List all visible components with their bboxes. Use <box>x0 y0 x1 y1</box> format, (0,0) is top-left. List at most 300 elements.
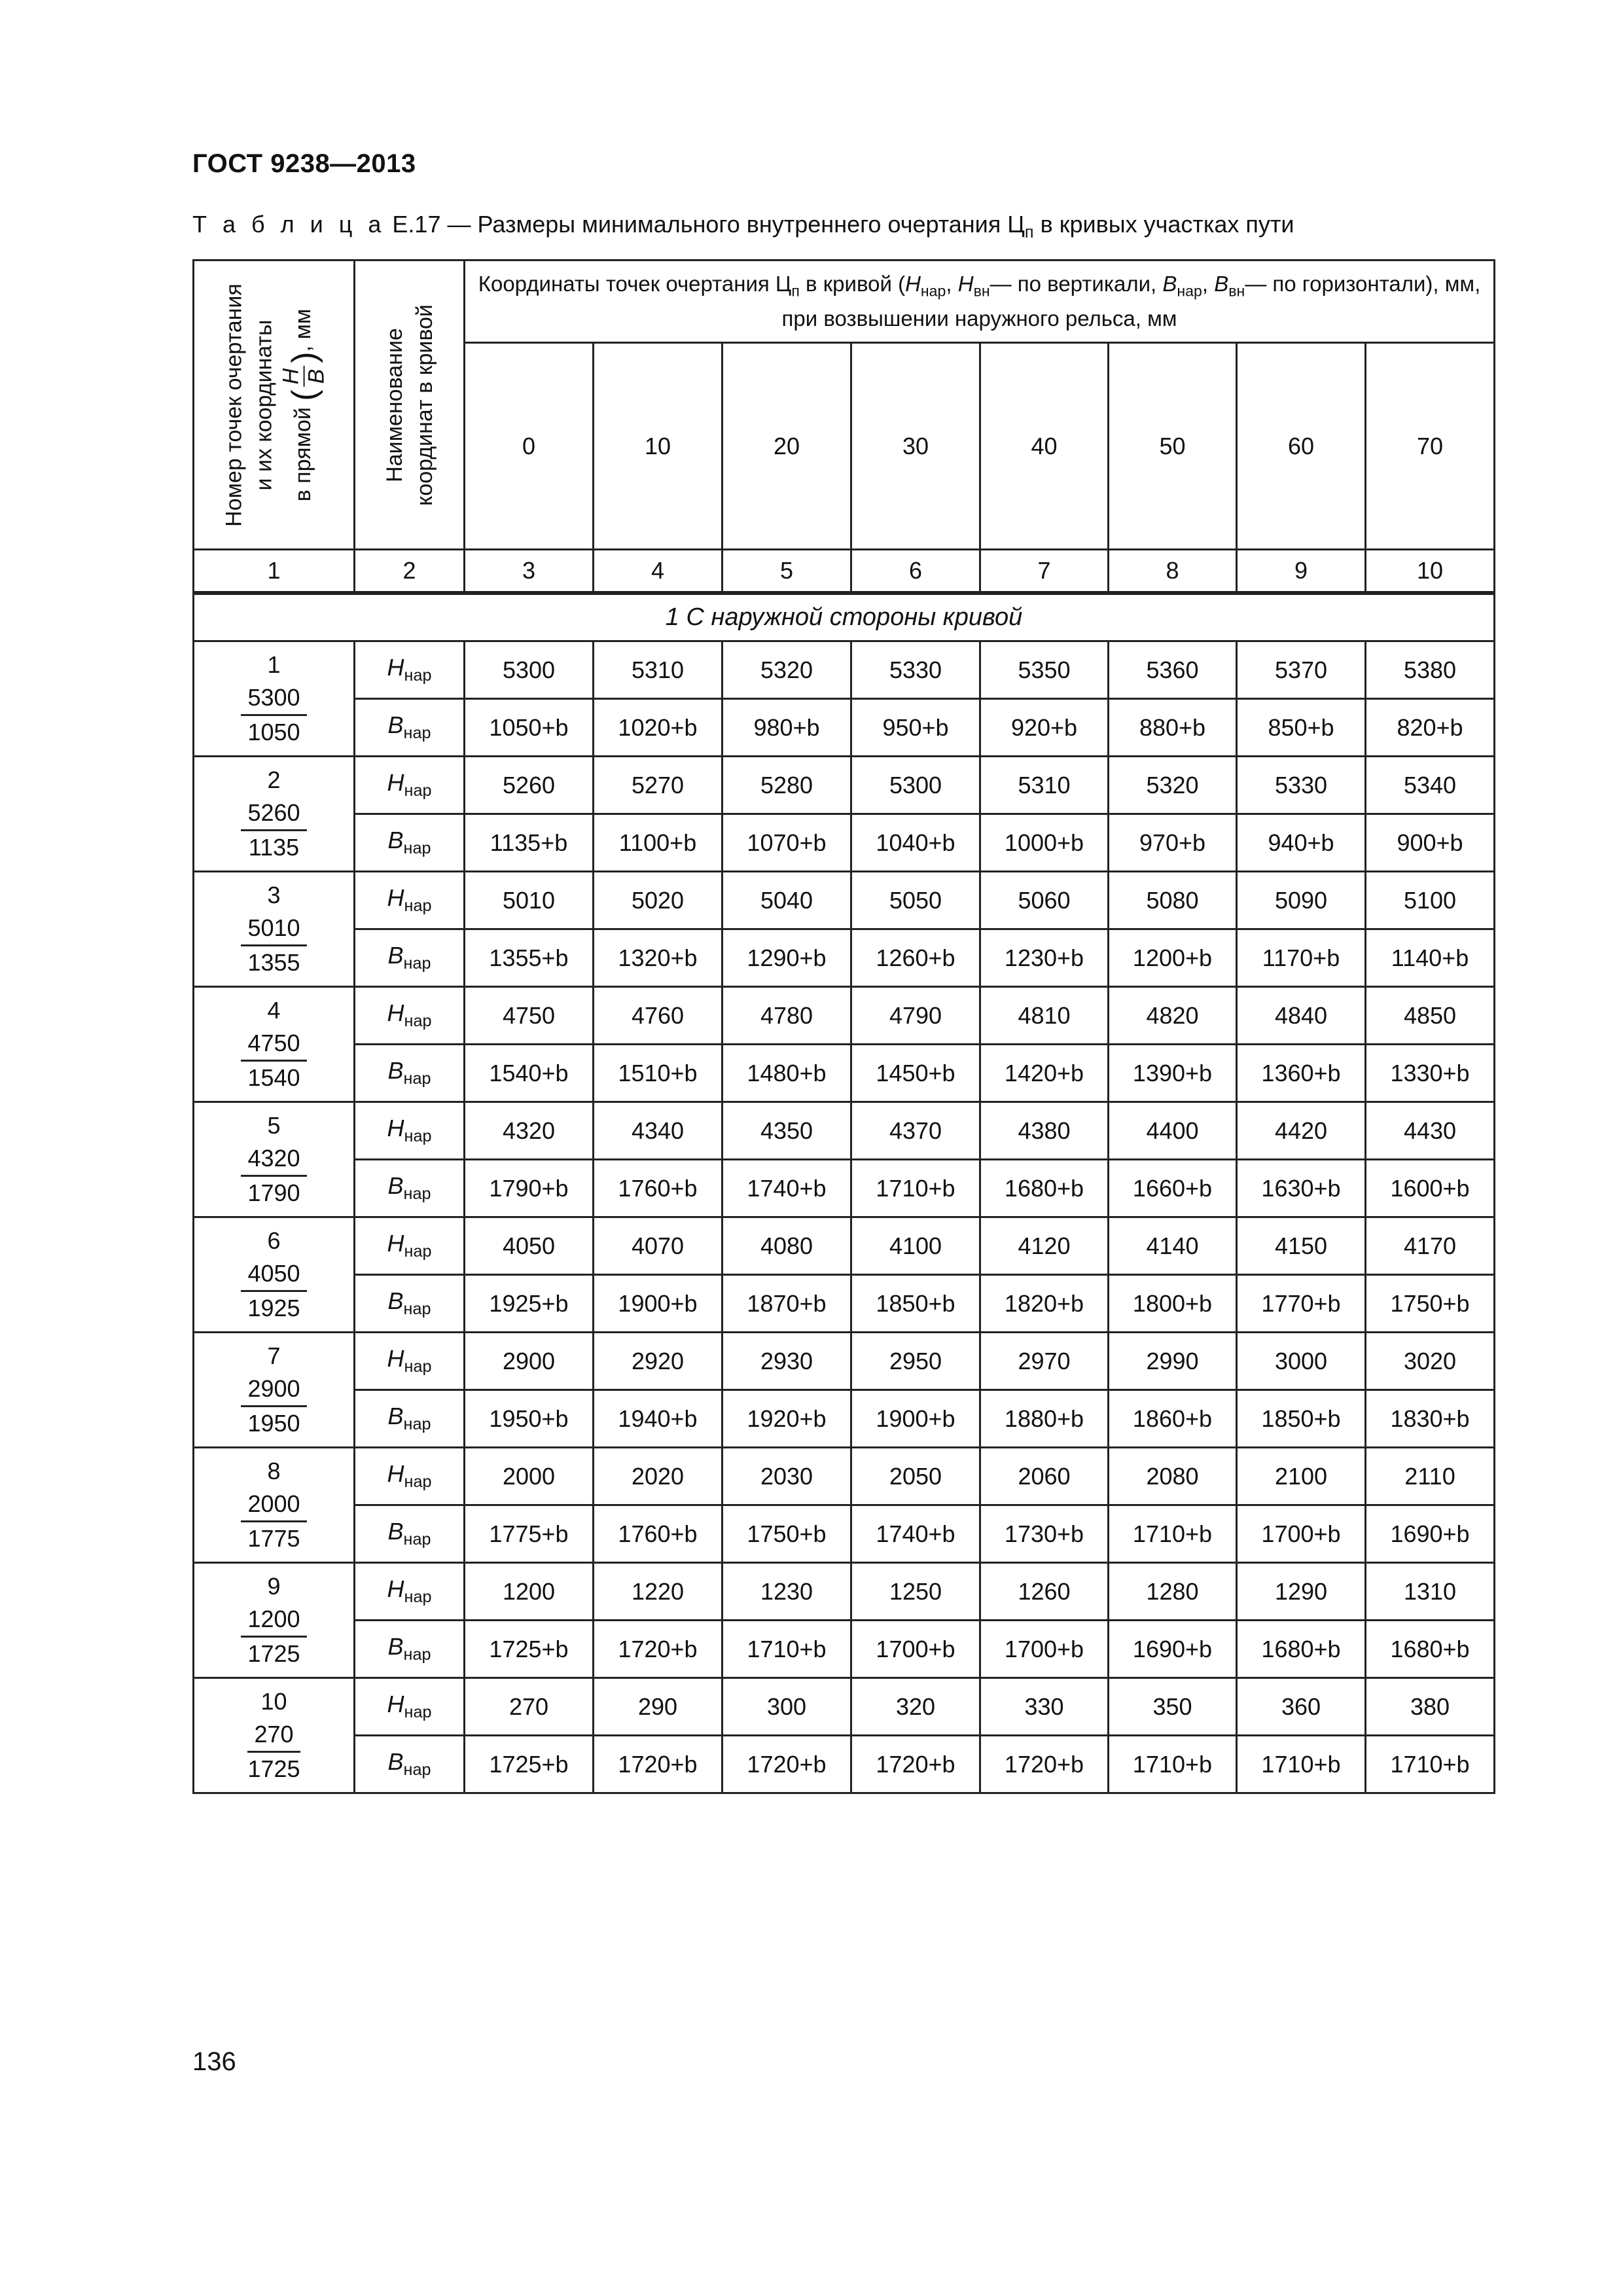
coord-code-b <box>355 929 465 987</box>
table-row <box>194 699 1495 757</box>
value-cell: 1710+b <box>1109 1505 1237 1563</box>
coord-code-h <box>355 1102 465 1160</box>
coord-symbol: B <box>387 1287 404 1315</box>
point-coords <box>241 1142 306 1210</box>
coord-symbol: B <box>387 1633 404 1660</box>
point-coords <box>241 912 306 979</box>
value-cell: 4760 <box>594 987 722 1045</box>
value-cell: 900+b <box>1366 814 1495 872</box>
value-cell: 1220 <box>594 1563 722 1621</box>
coord-symbol-sub: нар <box>403 954 431 973</box>
table-row <box>194 1621 1495 1678</box>
value-cell: 940+b <box>1237 814 1366 872</box>
value-cell: 350 <box>1109 1678 1237 1736</box>
coord-code-h <box>355 872 465 929</box>
elevation-header: 70 <box>1366 343 1495 550</box>
value-cell: 2030 <box>722 1448 851 1505</box>
value-cell: 2000 <box>465 1448 594 1505</box>
value-cell: 5040 <box>722 872 851 929</box>
value-cell: 5060 <box>980 872 1109 929</box>
table-row <box>194 1160 1495 1217</box>
point-cell <box>194 1333 355 1448</box>
coord-header-p1: Координаты точек очертания Ц <box>478 272 792 296</box>
value-cell: 970+b <box>1109 814 1237 872</box>
coord-symbol-sub: нар <box>404 1012 432 1031</box>
table-row <box>194 987 1495 1045</box>
coord-code-h <box>355 1678 465 1736</box>
value-cell: 330 <box>980 1678 1109 1736</box>
coord-symbol: H <box>387 1575 404 1603</box>
value-cell: 5010 <box>465 872 594 929</box>
coord-symbol: B <box>387 711 404 739</box>
elevation-header: 0 <box>465 343 594 550</box>
value-cell: 1630+b <box>1237 1160 1366 1217</box>
dimensions-table <box>192 259 1495 1794</box>
value-cell: 1450+b <box>851 1045 980 1102</box>
value-cell: 5370 <box>1237 641 1366 699</box>
elevation-header: 30 <box>851 343 980 550</box>
col1-header <box>194 260 355 550</box>
value-cell: 1720+b <box>594 1621 722 1678</box>
value-cell: 1700+b <box>851 1621 980 1678</box>
value-cell: 1200 <box>465 1563 594 1621</box>
value-cell: 1850+b <box>851 1275 980 1333</box>
value-cell: 5090 <box>1237 872 1366 929</box>
table-row <box>194 1563 1495 1621</box>
value-cell: 1070+b <box>722 814 851 872</box>
point-number: 5 <box>267 1112 281 1139</box>
value-cell: 1200+b <box>1109 929 1237 987</box>
coord-b-nar: B <box>1162 272 1177 296</box>
point-coord-h: 4050 <box>241 1257 306 1292</box>
point-coord-b: 1540 <box>247 1064 300 1091</box>
point-number: 3 <box>267 882 281 908</box>
coord-comma-2: , <box>1202 272 1215 296</box>
value-cell: 3000 <box>1237 1333 1366 1390</box>
value-cell: 2990 <box>1109 1333 1237 1390</box>
coord-code-h <box>355 1563 465 1621</box>
value-cell: 1900+b <box>594 1275 722 1333</box>
coord-h-vn-sub: вн <box>973 282 990 300</box>
value-cell: 1600+b <box>1366 1160 1495 1217</box>
coord-code-h <box>355 1217 465 1275</box>
value-cell: 1720+b <box>722 1736 851 1793</box>
point-coords <box>241 681 306 749</box>
coord-header-p2: в кривой ( <box>799 272 906 296</box>
coord-code-b <box>355 814 465 872</box>
coord-symbol: H <box>387 1345 404 1372</box>
value-cell: 5320 <box>722 641 851 699</box>
value-cell: 1690+b <box>1109 1621 1237 1678</box>
column-number: 10 <box>1366 550 1495 593</box>
point-coord-h: 1200 <box>241 1603 306 1638</box>
value-cell: 2060 <box>980 1448 1109 1505</box>
coord-symbol: H <box>387 1115 404 1142</box>
value-cell: 1000+b <box>980 814 1109 872</box>
value-cell: 5100 <box>1366 872 1495 929</box>
value-cell: 1690+b <box>1366 1505 1495 1563</box>
value-cell: 1870+b <box>722 1275 851 1333</box>
elevation-header: 50 <box>1109 343 1237 550</box>
value-cell: 4380 <box>980 1102 1109 1160</box>
value-cell: 1720+b <box>980 1736 1109 1793</box>
coord-symbol: B <box>387 1403 404 1430</box>
point-coord-b: 1050 <box>247 719 300 745</box>
coord-code-b <box>355 1160 465 1217</box>
value-cell: 1860+b <box>1109 1390 1237 1448</box>
column-number: 8 <box>1109 550 1237 593</box>
value-cell: 1760+b <box>594 1505 722 1563</box>
coord-code-b <box>355 1045 465 1102</box>
point-coord-b: 1135 <box>248 834 300 861</box>
value-cell: 1720+b <box>594 1736 722 1793</box>
coord-symbol-sub: нар <box>404 1127 432 1146</box>
elevation-header: 10 <box>594 343 722 550</box>
coord-symbol-sub: нар <box>403 1761 431 1780</box>
value-cell: 1700+b <box>980 1621 1109 1678</box>
value-cell: 1280 <box>1109 1563 1237 1621</box>
value-cell: 4320 <box>465 1102 594 1160</box>
caption-prefix: Т а б л и ц а <box>192 211 386 238</box>
value-cell: 1710+b <box>722 1621 851 1678</box>
value-cell: 1920+b <box>722 1390 851 1448</box>
value-cell: 4400 <box>1109 1102 1237 1160</box>
value-cell: 5260 <box>465 757 594 814</box>
paren-open: ( <box>285 389 323 401</box>
value-cell: 1540+b <box>465 1045 594 1102</box>
column-number: 2 <box>355 550 465 593</box>
column-number: 1 <box>194 550 355 593</box>
column-number: 5 <box>722 550 851 593</box>
value-cell: 1310 <box>1366 1563 1495 1621</box>
point-cell <box>194 641 355 757</box>
value-cell: 2930 <box>722 1333 851 1390</box>
value-cell: 380 <box>1366 1678 1495 1736</box>
coord-symbol: B <box>387 1518 404 1545</box>
value-cell: 4370 <box>851 1102 980 1160</box>
value-cell: 1750+b <box>722 1505 851 1563</box>
coord-code-b <box>355 1275 465 1333</box>
value-cell: 2080 <box>1109 1448 1237 1505</box>
value-cell: 300 <box>722 1678 851 1736</box>
point-cell <box>194 872 355 987</box>
value-cell: 1100+b <box>594 814 722 872</box>
coord-code-b <box>355 699 465 757</box>
point-coords <box>247 1718 300 1785</box>
col1-header-line2: и их координаты <box>251 319 277 490</box>
value-cell: 1480+b <box>722 1045 851 1102</box>
coord-symbol-sub: нар <box>404 1357 432 1376</box>
point-coords <box>241 797 306 864</box>
table-row <box>194 1448 1495 1505</box>
value-cell: 1950+b <box>465 1390 594 1448</box>
value-cell: 2110 <box>1366 1448 1495 1505</box>
value-cell: 4170 <box>1366 1217 1495 1275</box>
coord-symbol-sub: нар <box>404 1703 432 1722</box>
value-cell: 1290+b <box>722 929 851 987</box>
point-number: 7 <box>267 1342 281 1369</box>
coord-symbol: B <box>387 1748 404 1776</box>
value-cell: 1710+b <box>851 1160 980 1217</box>
point-coord-h: 5300 <box>241 681 306 716</box>
section-title: 1 С наружной стороны кривой <box>194 593 1495 641</box>
point-coord-h: 2900 <box>241 1372 306 1407</box>
value-cell: 1230 <box>722 1563 851 1621</box>
point-cell <box>194 1102 355 1217</box>
value-cell: 1360+b <box>1237 1045 1366 1102</box>
value-cell: 1710+b <box>1109 1736 1237 1793</box>
value-cell: 2020 <box>594 1448 722 1505</box>
coord-header-p3: — по вертикали, <box>990 272 1163 296</box>
value-cell: 2100 <box>1237 1448 1366 1505</box>
coord-symbol: B <box>387 942 404 969</box>
coord-symbol-sub: нар <box>404 897 432 916</box>
value-cell: 1420+b <box>980 1045 1109 1102</box>
page-number: 136 <box>192 2047 236 2076</box>
elevation-header: 60 <box>1237 343 1366 550</box>
value-cell: 850+b <box>1237 699 1366 757</box>
column-number: 3 <box>465 550 594 593</box>
value-cell: 1260 <box>980 1563 1109 1621</box>
value-cell: 1230+b <box>980 929 1109 987</box>
coord-symbol-sub: нар <box>404 666 432 685</box>
value-cell: 5320 <box>1109 757 1237 814</box>
value-cell: 5280 <box>722 757 851 814</box>
value-cell: 1740+b <box>851 1505 980 1563</box>
point-coords <box>241 1257 306 1325</box>
value-cell: 2050 <box>851 1448 980 1505</box>
table-row <box>194 1217 1495 1275</box>
value-cell: 5330 <box>851 641 980 699</box>
frac-h: H <box>279 365 304 387</box>
value-cell: 270 <box>465 1678 594 1736</box>
value-cell: 1830+b <box>1366 1390 1495 1448</box>
coord-symbol: B <box>387 827 404 854</box>
value-cell: 2920 <box>594 1333 722 1390</box>
point-coord-b: 1355 <box>247 949 300 976</box>
caption-title: Размеры минимального внутреннего очертания Ц <box>477 211 1025 238</box>
point-coord-b: 1950 <box>247 1410 300 1437</box>
coord-h-nar: H <box>905 272 921 296</box>
value-cell: 1820+b <box>980 1275 1109 1333</box>
coord-symbol-sub: нар <box>404 1473 432 1492</box>
table-row <box>194 1275 1495 1333</box>
coord-h-nar-sub: нар <box>920 282 946 300</box>
coord-symbol-sub: нар <box>403 1185 431 1204</box>
point-coord-b: 1925 <box>247 1295 300 1321</box>
value-cell: 1775+b <box>465 1505 594 1563</box>
coord-symbol-sub: нар <box>403 1415 431 1434</box>
paren-close: ) <box>285 351 323 363</box>
col2-header-line2: координат в кривой <box>412 304 437 506</box>
value-cell: 4120 <box>980 1217 1109 1275</box>
coord-b-vn: B <box>1214 272 1229 296</box>
value-cell: 950+b <box>851 699 980 757</box>
coord-symbol-sub: нар <box>403 724 431 743</box>
value-cell: 1740+b <box>722 1160 851 1217</box>
value-cell: 1020+b <box>594 699 722 757</box>
value-cell: 5270 <box>594 757 722 814</box>
coord-symbol-sub: нар <box>403 1300 431 1319</box>
coord-code-b <box>355 1505 465 1563</box>
column-number: 7 <box>980 550 1109 593</box>
value-cell: 5020 <box>594 872 722 929</box>
value-cell: 4820 <box>1109 987 1237 1045</box>
column-number: 4 <box>594 550 722 593</box>
value-cell: 1320+b <box>594 929 722 987</box>
point-coord-h: 2000 <box>241 1488 306 1522</box>
coord-symbol-sub: нар <box>403 1530 431 1549</box>
table-row <box>194 641 1495 699</box>
col1-header-line1: Номер точек очертания <box>221 283 247 527</box>
value-cell: 1925+b <box>465 1275 594 1333</box>
coord-symbol: H <box>387 1460 404 1488</box>
value-cell: 880+b <box>1109 699 1237 757</box>
coord-symbol: H <box>387 1691 404 1718</box>
caption-title-rest: в кривых участках пути <box>1040 211 1294 238</box>
value-cell: 1800+b <box>1109 1275 1237 1333</box>
point-number: 1 <box>267 651 281 678</box>
value-cell: 1720+b <box>851 1736 980 1793</box>
value-cell: 4340 <box>594 1102 722 1160</box>
value-cell: 360 <box>1237 1678 1366 1736</box>
point-coord-b: 1725 <box>247 1640 300 1667</box>
coord-symbol-sub: нар <box>404 1242 432 1261</box>
caption-number: Е.17 <box>392 211 441 238</box>
point-cell <box>194 1448 355 1563</box>
point-coords <box>241 1027 306 1094</box>
coord-header-p1-sub: п <box>791 282 800 300</box>
table-row <box>194 757 1495 814</box>
value-cell: 1050+b <box>465 699 594 757</box>
value-cell: 1850+b <box>1237 1390 1366 1448</box>
value-cell: 1170+b <box>1237 929 1366 987</box>
value-cell: 5310 <box>594 641 722 699</box>
coord-symbol-sub: нар <box>403 1645 431 1664</box>
value-cell: 4150 <box>1237 1217 1366 1275</box>
point-coord-b: 1775 <box>247 1525 300 1552</box>
coord-code-h <box>355 1333 465 1390</box>
coord-h-vn: H <box>957 272 974 296</box>
value-cell: 1260+b <box>851 929 980 987</box>
value-cell: 5050 <box>851 872 980 929</box>
value-cell: 5310 <box>980 757 1109 814</box>
value-cell: 4810 <box>980 987 1109 1045</box>
value-cell: 320 <box>851 1678 980 1736</box>
value-cell: 4790 <box>851 987 980 1045</box>
point-coords <box>241 1603 306 1670</box>
value-cell: 290 <box>594 1678 722 1736</box>
point-cell <box>194 1678 355 1793</box>
value-cell: 5340 <box>1366 757 1495 814</box>
value-cell: 4420 <box>1237 1102 1366 1160</box>
table-row <box>194 929 1495 987</box>
value-cell: 4780 <box>722 987 851 1045</box>
value-cell: 4140 <box>1109 1217 1237 1275</box>
value-cell: 2900 <box>465 1333 594 1390</box>
point-number: 10 <box>260 1688 287 1715</box>
value-cell: 4070 <box>594 1217 722 1275</box>
value-cell: 1700+b <box>1237 1505 1366 1563</box>
point-cell <box>194 757 355 872</box>
value-cell: 4350 <box>722 1102 851 1160</box>
coord-code-h <box>355 1448 465 1505</box>
coord-code-b <box>355 1390 465 1448</box>
frac-b: B <box>304 368 329 384</box>
coord-b-nar-sub: нар <box>1177 282 1202 300</box>
coord-symbol: H <box>387 769 404 797</box>
table-row <box>194 1102 1495 1160</box>
coord-symbol: B <box>387 1057 404 1085</box>
value-cell: 5380 <box>1366 641 1495 699</box>
coord-symbol-sub: нар <box>403 1069 431 1088</box>
table-row <box>194 1678 1495 1736</box>
value-cell: 1680+b <box>1237 1621 1366 1678</box>
point-number: 6 <box>267 1227 281 1254</box>
column-number: 9 <box>1237 550 1366 593</box>
point-coord-h: 4320 <box>241 1142 306 1177</box>
value-cell: 5360 <box>1109 641 1237 699</box>
coord-header-p4: — по горизонтали), мм, <box>1245 272 1481 296</box>
coord-code-b <box>355 1621 465 1678</box>
value-cell: 4840 <box>1237 987 1366 1045</box>
value-cell: 1790+b <box>465 1160 594 1217</box>
value-cell: 1290 <box>1237 1563 1366 1621</box>
point-coord-b: 1725 <box>247 1755 300 1782</box>
value-cell: 5300 <box>465 641 594 699</box>
coord-symbol-sub: нар <box>404 781 432 800</box>
coord-symbol: B <box>387 1172 404 1200</box>
value-cell: 1140+b <box>1366 929 1495 987</box>
value-cell: 920+b <box>980 699 1109 757</box>
coord-symbol: H <box>387 654 404 681</box>
value-cell: 1880+b <box>980 1390 1109 1448</box>
value-cell: 1135+b <box>465 814 594 872</box>
value-cell: 1770+b <box>1237 1275 1366 1333</box>
point-number: 8 <box>267 1458 281 1484</box>
point-cell <box>194 987 355 1102</box>
value-cell: 4100 <box>851 1217 980 1275</box>
value-cell: 1390+b <box>1109 1045 1237 1102</box>
value-cell: 1355+b <box>465 929 594 987</box>
value-cell: 4050 <box>465 1217 594 1275</box>
coord-header <box>465 260 1495 343</box>
value-cell: 2970 <box>980 1333 1109 1390</box>
caption-title-sub: п <box>1024 223 1034 242</box>
coord-b-vn-sub: вн <box>1228 282 1245 300</box>
table-row <box>194 1333 1495 1390</box>
value-cell: 5300 <box>851 757 980 814</box>
coord-header-line2: при возвышении наружного рельса, мм <box>781 306 1177 331</box>
point-coord-h: 4750 <box>241 1027 306 1062</box>
point-cell <box>194 1563 355 1678</box>
value-cell: 1660+b <box>1109 1160 1237 1217</box>
value-cell: 5330 <box>1237 757 1366 814</box>
point-coord-b: 1790 <box>247 1179 300 1206</box>
value-cell: 4750 <box>465 987 594 1045</box>
value-cell: 1725+b <box>465 1736 594 1793</box>
value-cell: 820+b <box>1366 699 1495 757</box>
table-row <box>194 1505 1495 1563</box>
value-cell: 980+b <box>722 699 851 757</box>
coord-code-h <box>355 987 465 1045</box>
point-coords <box>241 1488 306 1555</box>
table-row <box>194 1045 1495 1102</box>
value-cell: 1330+b <box>1366 1045 1495 1102</box>
point-number: 2 <box>267 766 281 793</box>
col1-header-line3: в прямой <box>290 406 315 501</box>
coord-symbol: H <box>387 999 404 1027</box>
